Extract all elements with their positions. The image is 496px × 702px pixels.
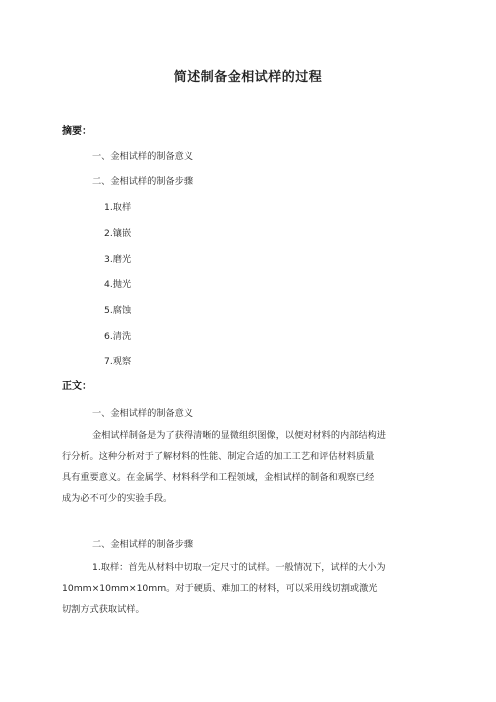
paragraph-line: 1.取样：首先从材料中切取一定尺寸的试样。一般情况下，试样的大小为 — [92, 562, 386, 573]
abstract-item: 二、金相试样的制备步骤 — [92, 176, 194, 187]
paragraph-line: 切割方式获取试样。 — [62, 604, 145, 615]
section-heading: 二、金相试样的制备步骤 — [92, 539, 194, 550]
abstract-item: 一、金相试样的制备意义 — [92, 151, 194, 162]
section1-paragraph — [62, 425, 436, 509]
body-label: 正文： — [62, 381, 92, 392]
step-item: 1.取样 — [104, 202, 132, 213]
abstract-label: 摘要： — [62, 126, 92, 137]
step-item: 3.磨光 — [104, 254, 132, 265]
paragraph-line: 成为必不可少的实验手段。 — [62, 493, 173, 504]
step-item: 2.镶嵌 — [104, 228, 132, 239]
paragraph-line: 10mm×10mm×10mm。对于硬质、难加工的材料，可以采用线切割或激光 — [62, 583, 378, 594]
step-item: 4.抛光 — [104, 279, 132, 290]
paragraph-line: 金相试样制备是为了获得清晰的显微组织图像，以便对材料的内部结构进 — [92, 430, 386, 441]
document-title: 简述制备金相试样的过程 — [173, 70, 323, 85]
section2-paragraph — [62, 557, 436, 620]
step-item: 5.腐蚀 — [104, 305, 132, 316]
paragraph-line: 行分析。这种分析对于了解材料的性能、制定合适的加工工艺和评估材料质量 — [62, 451, 375, 462]
step-item: 6.清洗 — [104, 331, 132, 342]
step-item: 7.观察 — [104, 356, 132, 367]
section-heading: 一、金相试样的制备意义 — [92, 408, 194, 419]
paragraph-line: 具有重要意义。在金属学、材料科学和工程领域，金相试样的制备和观察已经 — [62, 472, 375, 483]
